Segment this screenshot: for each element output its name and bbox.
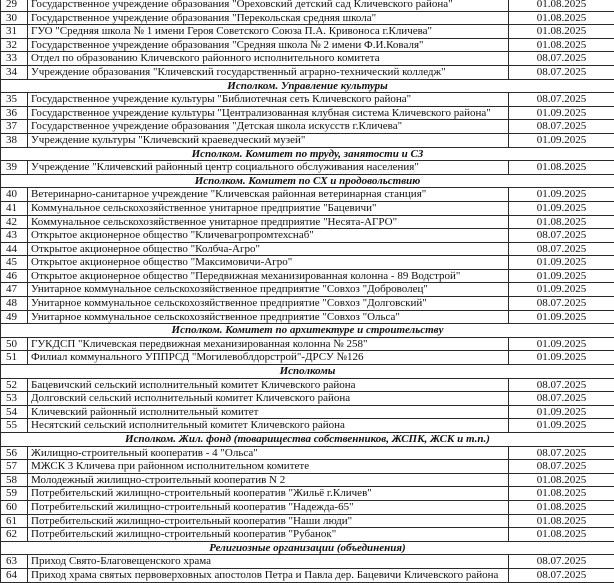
row-date: 08.07.2025 bbox=[509, 460, 614, 474]
row-number: 47 bbox=[1, 283, 28, 297]
organization-name: МЖСК 3 Кличева при районном исполнительном комитете bbox=[28, 460, 509, 474]
row-number: 38 bbox=[1, 133, 28, 147]
organization-name: Государственное учреждение образования "Перекольская средняя школа" bbox=[28, 11, 509, 25]
section-header-row bbox=[1, 79, 614, 93]
row-date: 08.07.2025 bbox=[509, 229, 614, 243]
organization-name: Потребительский жилищно-строительный кооператив "Надежда-65" bbox=[28, 500, 509, 514]
row-date: 08.07.2025 bbox=[509, 297, 614, 311]
table-row bbox=[1, 133, 614, 147]
row-date: 01.09.2025 bbox=[509, 310, 614, 324]
table-row bbox=[1, 514, 614, 528]
row-number: 45 bbox=[1, 256, 28, 270]
table-row bbox=[1, 487, 614, 501]
table-row bbox=[1, 38, 614, 52]
row-date: 01.09.2025 bbox=[509, 337, 614, 351]
organization-name: Приход Свято-Благовещенского храма bbox=[28, 555, 509, 569]
row-date: 01.08.2025 bbox=[509, 473, 614, 487]
organization-name: Приход храма святых первоверховных апостолов Петра и Павла дер. Бацевичи Кличевского района bbox=[28, 568, 509, 582]
row-number: 34 bbox=[1, 65, 28, 79]
row-date: 01.09.2025 bbox=[509, 133, 614, 147]
row-date: 01.08.2025 bbox=[509, 500, 614, 514]
row-date: 08.07.2025 bbox=[509, 93, 614, 107]
row-number: 52 bbox=[1, 378, 28, 392]
row-number: 39 bbox=[1, 161, 28, 175]
row-date: 08.07.2025 bbox=[509, 446, 614, 460]
table-row bbox=[1, 0, 614, 11]
organization-name: Потребительский жилищно-строительный кооператив "Жильё г.Кличев" bbox=[28, 487, 509, 501]
row-date: 08.07.2025 bbox=[509, 120, 614, 134]
organization-name: Коммунальное сельскохозяйственное унитарное предприятие "Бацевичи" bbox=[28, 201, 509, 215]
row-date: 01.09.2025 bbox=[509, 106, 614, 120]
row-number: 35 bbox=[1, 93, 28, 107]
row-number: 48 bbox=[1, 297, 28, 311]
section-header-row bbox=[1, 433, 614, 447]
organization-name: ГУКДСП "Кличевская передвижная механизированная колонна № 258" bbox=[28, 337, 509, 351]
row-date: 01.08.2025 bbox=[509, 528, 614, 542]
row-number: 56 bbox=[1, 446, 28, 460]
table-row bbox=[1, 337, 614, 351]
table-row bbox=[1, 568, 614, 582]
organization-name: Бацевичский сельский исполнительный комитет Кличевского района bbox=[28, 378, 509, 392]
row-date: 01.08.2025 bbox=[509, 38, 614, 52]
row-number: 43 bbox=[1, 229, 28, 243]
row-number: 40 bbox=[1, 188, 28, 202]
row-number: 54 bbox=[1, 405, 28, 419]
table-row bbox=[1, 528, 614, 542]
section-title: Религиозные организации (объединения) bbox=[1, 541, 614, 555]
row-number: 29 bbox=[1, 0, 28, 11]
row-number: 49 bbox=[1, 310, 28, 324]
row-date: 01.08.2025 bbox=[509, 215, 614, 229]
row-number: 46 bbox=[1, 269, 28, 283]
organization-name: Потребительский жилищно-строительный кооператив "Рубанок" bbox=[28, 528, 509, 542]
table-row bbox=[1, 256, 614, 270]
organization-name: Открытое акционерное общество "Передвижная механизированная колонна - 89 Водстрой" bbox=[28, 269, 509, 283]
organization-name: Государственное учреждение образования "Детская школа искусств г.Кличева" bbox=[28, 120, 509, 134]
row-number: 41 bbox=[1, 201, 28, 215]
row-number: 37 bbox=[1, 120, 28, 134]
table-row bbox=[1, 392, 614, 406]
row-number: 63 bbox=[1, 555, 28, 569]
row-date: 01.09.2025 bbox=[509, 269, 614, 283]
organization-name: Потребительский жилищно-строительный кооператив "Наши люди" bbox=[28, 514, 509, 528]
table-row bbox=[1, 201, 614, 215]
row-date: 01.09.2025 bbox=[509, 283, 614, 297]
organization-name: Ветеринарно-санитарное учреждение "Кличевская районная ветеринарная станция" bbox=[28, 188, 509, 202]
row-date: 08.07.2025 bbox=[509, 392, 614, 406]
table-row bbox=[1, 297, 614, 311]
organization-name: Учреждение "Кличевский районный центр социального обслуживания населения" bbox=[28, 161, 509, 175]
section-title: Исполком. Комитет по СХ и продовольствию bbox=[1, 174, 614, 188]
table-row bbox=[1, 161, 614, 175]
section-title: Исполком. Управление культуры bbox=[1, 79, 614, 93]
row-date: 01.09.2025 bbox=[509, 405, 614, 419]
organization-name: Жилищно-строительный кооператив - 4 "Ольса" bbox=[28, 446, 509, 460]
table-row bbox=[1, 65, 614, 79]
row-date: 01.08.2025 bbox=[509, 487, 614, 501]
row-number: 59 bbox=[1, 487, 28, 501]
organization-name: Открытое акционерное общество "Кличевагропромтехснаб" bbox=[28, 229, 509, 243]
organization-name: Филиал коммунального УППРСД "Могилевоблдорстрой"-ДРСУ №126 bbox=[28, 351, 509, 365]
row-date: 01.09.2025 bbox=[509, 201, 614, 215]
row-number: 55 bbox=[1, 419, 28, 433]
table-row bbox=[1, 446, 614, 460]
organization-name: Государственное учреждение образования "Ореховский детский сад Кличевского района" bbox=[28, 0, 509, 11]
organization-name: Коммунальное сельскохозяйственное унитарное предприятие "Несята-АГРО" bbox=[28, 215, 509, 229]
row-number: 64 bbox=[1, 568, 28, 582]
row-number: 57 bbox=[1, 460, 28, 474]
table-row bbox=[1, 378, 614, 392]
section-title: Исполком. Комитет по архитектуре и строительству bbox=[1, 324, 614, 338]
section-header-row bbox=[1, 541, 614, 555]
row-date: 01.09.2025 bbox=[509, 419, 614, 433]
row-date: 08.07.2025 bbox=[509, 52, 614, 66]
row-number: 33 bbox=[1, 52, 28, 66]
row-date: 01.08.2025 bbox=[509, 25, 614, 39]
row-date: 01.09.2025 bbox=[509, 188, 614, 202]
table-row bbox=[1, 188, 614, 202]
section-header-row bbox=[1, 147, 614, 161]
table-row bbox=[1, 229, 614, 243]
table-row bbox=[1, 460, 614, 474]
organization-name: Долговский сельский исполнительный комитет Кличевского района bbox=[28, 392, 509, 406]
table-row bbox=[1, 500, 614, 514]
table-row bbox=[1, 120, 614, 134]
organization-name: Учреждение культуры "Кличевский краеведческий музей" bbox=[28, 133, 509, 147]
row-number: 32 bbox=[1, 38, 28, 52]
table-row bbox=[1, 11, 614, 25]
table-row bbox=[1, 283, 614, 297]
section-header-row bbox=[1, 324, 614, 338]
table-row bbox=[1, 269, 614, 283]
organization-name: Унитарное коммунальное сельскохозяйственное предприятие "Совхоз "Доброволец" bbox=[28, 283, 509, 297]
organization-name: Отдел по образованию Кличевского районного исполнительного комитета bbox=[28, 52, 509, 66]
organization-name: Кличевский районный исполнительный комитет bbox=[28, 405, 509, 419]
table-row bbox=[1, 473, 614, 487]
row-date: 01.09.2025 bbox=[509, 256, 614, 270]
row-date: 01.08.2025 bbox=[509, 11, 614, 25]
table-row bbox=[1, 25, 614, 39]
row-date: 01.08.2025 bbox=[509, 514, 614, 528]
section-header-row bbox=[1, 365, 614, 379]
organizations-table-body bbox=[1, 0, 614, 582]
row-date: 08.07.2025 bbox=[509, 242, 614, 256]
table-row bbox=[1, 242, 614, 256]
table-row bbox=[1, 405, 614, 419]
organization-name: Открытое акционерное общество "Максимовичи-Агро" bbox=[28, 256, 509, 270]
row-number: 60 bbox=[1, 500, 28, 514]
row-date: 08.07.2025 bbox=[509, 378, 614, 392]
table-row bbox=[1, 310, 614, 324]
table-row bbox=[1, 419, 614, 433]
organization-name: Государственное учреждение культуры "Централизованная клубная система Кличевского района" bbox=[28, 106, 509, 120]
row-number: 58 bbox=[1, 473, 28, 487]
organization-name: Учреждение образования "Кличевский государственный аграрно-технический колледж" bbox=[28, 65, 509, 79]
organization-name: ГУО "Средняя школа № 1 имени Героя Советского Союза П.А. Кривоноса г.Кличева" bbox=[28, 25, 509, 39]
section-header-row bbox=[1, 174, 614, 188]
row-date: 01.09.2025 bbox=[509, 351, 614, 365]
row-date: 08.07.2025 bbox=[509, 65, 614, 79]
row-number: 62 bbox=[1, 528, 28, 542]
row-date: 01.08.2025 bbox=[509, 0, 614, 11]
row-number: 53 bbox=[1, 392, 28, 406]
organization-name: Молодежный жилищно-строительный кооператив N 2 bbox=[28, 473, 509, 487]
section-title: Исполком. Жил. фонд (товарищества собственников, ЖСПК, ЖСК и т.п.) bbox=[1, 433, 614, 447]
row-number: 30 bbox=[1, 11, 28, 25]
organization-name: Государственное учреждение образования "Средняя школа № 2 имени Ф.И.Коваля" bbox=[28, 38, 509, 52]
row-number: 36 bbox=[1, 106, 28, 120]
row-number: 61 bbox=[1, 514, 28, 528]
organization-name: Государственное учреждение культуры "Библиотечная сеть Кличевского района" bbox=[28, 93, 509, 107]
table-row bbox=[1, 52, 614, 66]
table-row bbox=[1, 555, 614, 569]
row-date: 08.07.2025 bbox=[509, 555, 614, 569]
table-row bbox=[1, 351, 614, 365]
organization-name: Несятский сельский исполнительный комитет Кличевского района bbox=[28, 419, 509, 433]
row-number: 50 bbox=[1, 337, 28, 351]
row-date: 08.07.2025 bbox=[509, 568, 614, 582]
table-row bbox=[1, 106, 614, 120]
row-date: 01.08.2025 bbox=[509, 161, 614, 175]
section-title: Исполком. Комитет по труду, занятости и СЗ bbox=[1, 147, 614, 161]
row-number: 44 bbox=[1, 242, 28, 256]
organization-name: Унитарное коммунальное сельскохозяйственное предприятие "Совхоз "Ольса" bbox=[28, 310, 509, 324]
organization-name: Унитарное коммунальное сельскохозяйственное предприятие "Совхоз "Долговский" bbox=[28, 297, 509, 311]
table-row bbox=[1, 215, 614, 229]
organization-name: Открытое акционерное общество "Колбча-Агро" bbox=[28, 242, 509, 256]
row-number: 31 bbox=[1, 25, 28, 39]
section-title: Исполкомы bbox=[1, 365, 614, 379]
row-number: 51 bbox=[1, 351, 28, 365]
table-row bbox=[1, 93, 614, 107]
row-number: 42 bbox=[1, 215, 28, 229]
